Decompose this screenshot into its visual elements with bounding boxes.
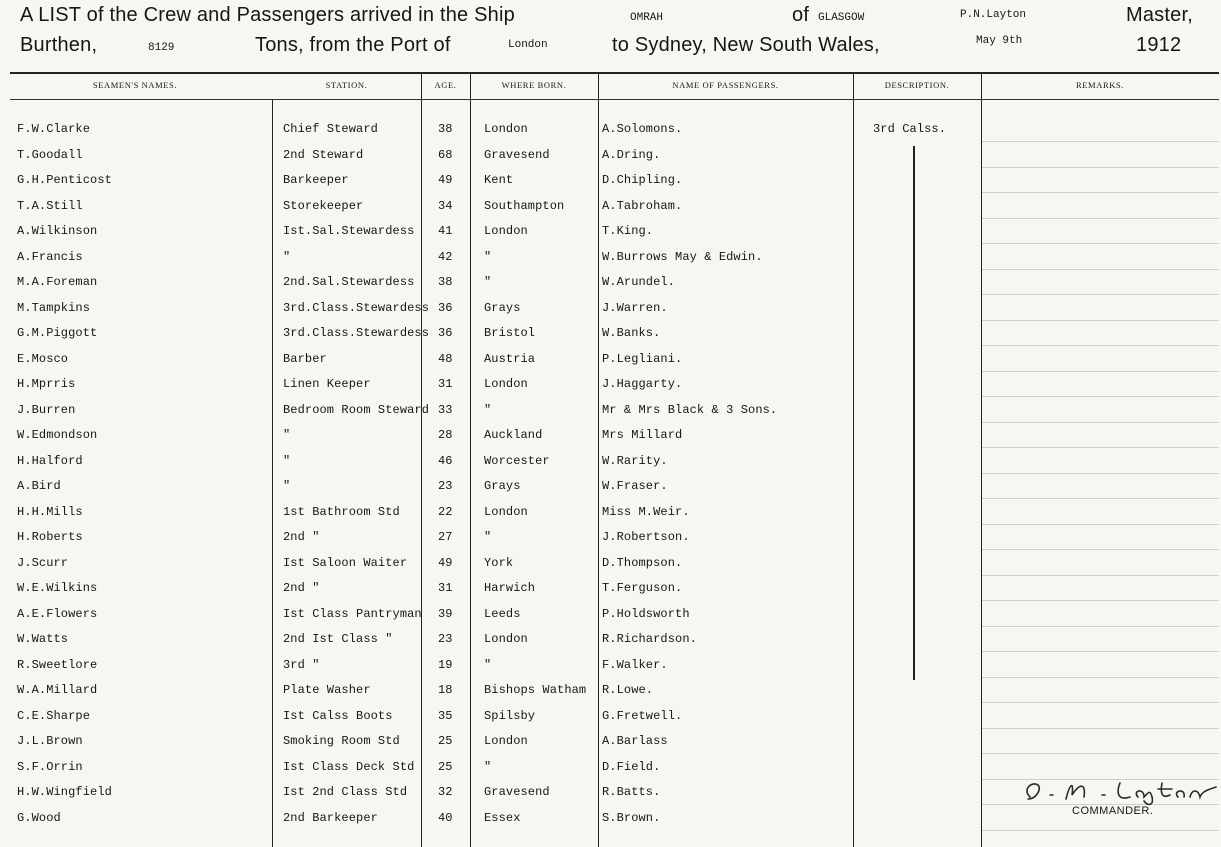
column-header-remarks: REMARKS. [1075,80,1125,90]
passenger-name: W.Rarity. [602,453,668,468]
station-cell: Bedroom Room Steward [283,402,430,417]
seaman-name: A.Bird [17,479,61,493]
station-cell: Storekeeper [283,198,364,213]
seaman-name: E.Mosco [17,351,69,366]
remarks-rule [982,422,1219,423]
table-row [0,454,1221,480]
birthplace-cell: Bristol [484,326,536,340]
station-cell: Ist Calss Boots [283,708,393,723]
seaman-name: S.F.Orrin [17,759,83,774]
seaman-name: J.Scurr [17,555,69,570]
age-cell: 35 [438,708,453,723]
remarks-rule [982,371,1219,372]
station-cell: Barber [283,351,327,366]
passenger-name: A.Solomons. [602,122,683,136]
passenger-name: G.Fretwell. [602,708,683,723]
passenger-name: Mrs Millard [602,428,683,442]
birthplace-cell: York [484,555,514,570]
station-cell: " [283,249,291,264]
header-line-1 [20,4,1213,36]
station-cell: Ist.Sal.Stewardess [283,224,415,238]
birthplace-cell: Spilsby [484,708,536,723]
age-cell: 18 [438,683,453,697]
passenger-name: J.Robertson. [602,530,690,544]
birthplace-cell: Bishops Watham [484,683,587,697]
remarks-rule [982,218,1219,219]
birthplace-cell: Essex [484,810,521,825]
seaman-name: M.Tampkins [17,300,91,315]
seaman-name: H.Roberts [17,530,83,544]
header-line-2 [20,34,1213,66]
age-cell: 38 [438,275,453,289]
remarks-rule [982,549,1219,550]
passenger-name: R.Lowe. [602,683,654,697]
seaman-name: H.H.Mills [17,504,83,519]
birthplace-cell: Kent [484,173,514,187]
birthplace-cell: London [484,377,528,391]
passenger-name: A.Barlass [602,734,668,748]
age-cell: 36 [438,326,453,340]
remarks-rule [982,473,1219,474]
age-cell: 23 [438,479,453,493]
remarks-rule [982,320,1219,321]
table-row [0,250,1221,276]
seaman-name: J.Burren [17,402,76,417]
passenger-name: D.Thompson. [602,555,683,570]
table-row [0,199,1221,225]
remarks-rule [982,396,1219,397]
birthplace-cell: " [484,402,492,417]
age-cell: 28 [438,428,453,442]
age-cell: 46 [438,453,453,468]
passenger-name: D.Chipling. [602,173,683,187]
column-header-station: STATION. [325,80,368,90]
passenger-name: T.King. [602,224,654,238]
remarks-rule [982,294,1219,295]
tons-from-text: Tons, from the Port of [255,34,451,56]
birthplace-cell: " [484,657,492,672]
birthplace-cell: Auckland [484,428,543,442]
remarks-rule [982,830,1219,831]
birthplace-cell: London [484,632,528,646]
table-row [0,428,1221,454]
birthplace-cell: Harwich [484,581,536,595]
remarks-rule [982,192,1219,193]
column-header-seamen: SEAMEN'S NAMES. [92,80,178,90]
age-cell: 25 [438,759,453,774]
passenger-name: W.Banks. [602,326,661,340]
age-cell: 41 [438,224,453,238]
passenger-name: W.Burrows May & Edwin. [602,249,763,264]
passenger-name: D.Field. [602,759,661,774]
station-cell: 3rd.Class.Stewardess [283,300,430,315]
passenger-name: J.Haggarty. [602,377,683,391]
passenger-name: R.Richardson. [602,632,697,646]
table-row [0,148,1221,174]
station-cell: Chief Steward [283,122,378,136]
seaman-name: W.E.Wilkins [17,581,98,595]
remarks-rule [982,651,1219,652]
seaman-name: A.E.Flowers [17,606,98,621]
station-cell: 2nd.Sal.Stewardess [283,275,415,289]
station-cell: 3rd " [283,657,320,672]
table-row [0,530,1221,556]
table-row [0,581,1221,607]
remarks-rule [982,243,1219,244]
from-port: London [508,39,548,51]
station-cell: 2nd " [283,530,320,544]
passenger-name: A.Dring. [602,147,661,162]
header-bottom-rule [10,99,1219,100]
age-cell: 31 [438,581,453,595]
master-label: Master, [1126,4,1193,26]
birthplace-cell: " [484,275,492,289]
age-cell: 23 [438,632,453,646]
passenger-name: Mr & Mrs Black & 3 Sons. [602,402,778,417]
column-header-age: AGE. [434,80,457,90]
station-cell: 2nd Ist Class " [283,632,393,646]
age-cell: 49 [438,173,453,187]
remarks-rule [982,753,1219,754]
passenger-name: S.Brown. [602,810,661,825]
seaman-name: W.Edmondson [17,428,98,442]
birthplace-cell: Grays [484,479,521,493]
age-cell: 34 [438,198,453,213]
seaman-name: H.W.Wingfield [17,785,112,799]
seaman-name: H.Halford [17,453,83,468]
age-cell: 48 [438,351,453,366]
table-row [0,479,1221,505]
passenger-name: F.Walker. [602,657,668,672]
birthplace-cell: " [484,249,492,264]
birthplace-cell: London [484,122,528,136]
age-cell: 27 [438,530,453,544]
table-row [0,505,1221,531]
station-cell: Ist Class Pantryman [283,606,422,621]
description-cell: 3rd Calss. [873,122,947,136]
remarks-rule [982,702,1219,703]
age-cell: 38 [438,122,453,136]
remarks-rule [982,575,1219,576]
arrival-date: May 9th [976,35,1023,47]
seaman-name: G.Wood [17,810,61,825]
birthplace-cell: Grays [484,300,521,315]
remarks-rule [982,626,1219,627]
age-cell: 19 [438,657,453,672]
station-cell: 1st Bathroom Std [283,504,400,519]
column-header-passengers: NAME OF PASSENGERS. [672,80,779,90]
remarks-rule [982,447,1219,448]
table-row [0,607,1221,633]
table-row [0,556,1221,582]
seaman-name: G.H.Penticost [17,173,112,187]
age-cell: 33 [438,402,453,417]
seaman-name: G.M.Piggott [17,326,98,340]
age-cell: 22 [438,504,453,519]
remarks-rule [982,269,1219,270]
birthplace-cell: " [484,530,492,544]
header-lead-text: A LIST of the Crew and Passengers arrived in the Ship [20,4,515,26]
station-cell: Ist Saloon Waiter [283,555,408,570]
master-name: P.N.Layton [960,9,1027,21]
remarks-rule [982,498,1219,499]
seaman-name: H.Mprris [17,377,76,391]
passenger-name: W.Arundel. [602,275,676,289]
passenger-name: W.Fraser. [602,479,668,493]
seaman-name: W.A.Millard [17,683,98,697]
seaman-name: A.Francis [17,249,83,264]
passenger-name: R.Batts. [602,785,661,799]
table-row [0,632,1221,658]
remarks-rule [982,345,1219,346]
station-cell: Linen Keeper [283,377,371,391]
header-of-text: of [792,4,810,26]
station-cell: Plate Washer [283,683,371,697]
birthplace-cell: Leeds [484,606,521,621]
burthen-label: Burthen, [20,34,98,56]
station-cell: Smoking Room Std [283,734,400,748]
age-cell: 49 [438,555,453,570]
birthplace-cell: Gravesend [484,785,550,799]
passenger-name: T.Ferguson. [602,581,683,595]
station-cell: Ist 2nd Class Std [283,785,408,799]
table-row [0,301,1221,327]
seaman-name: C.E.Sharpe [17,708,91,723]
destination-text: to Sydney, New South Wales, [612,34,880,56]
table-row [0,173,1221,199]
table-row [0,811,1221,837]
seaman-name: T.Goodall [17,147,83,162]
age-cell: 42 [438,249,453,264]
signature-image [1020,775,1220,809]
age-cell: 39 [438,606,453,621]
passenger-name: P.Holdsworth [602,606,690,621]
table-row [0,683,1221,709]
arrival-year: 1912 [1136,34,1182,56]
ship-name: OMRAH [630,12,664,24]
station-cell: Ist Class Deck Std [283,759,415,774]
birthplace-cell: Austria [484,351,536,366]
port-of-registry: GLASGOW [818,12,865,24]
table-row [0,122,1221,148]
table-row [0,734,1221,760]
table-row [0,403,1221,429]
age-cell: 31 [438,377,453,391]
seaman-name: M.A.Foreman [17,275,98,289]
table-row [0,658,1221,684]
station-cell: " [283,479,291,493]
table-row [0,377,1221,403]
commander-title: COMMANDER. [1072,805,1154,817]
remarks-rule [982,728,1219,729]
age-cell: 68 [438,147,453,162]
remarks-rule [982,524,1219,525]
age-cell: 32 [438,785,453,799]
station-cell: " [283,428,291,442]
column-header-born: WHERE BORN. [501,80,567,90]
birthplace-cell: London [484,224,528,238]
seaman-name: R.Sweetlore [17,657,98,672]
birthplace-cell: London [484,504,528,519]
passenger-name: A.Tabroham. [602,198,683,213]
remarks-rule [982,677,1219,678]
station-cell: 2nd Steward [283,147,364,162]
station-cell: 2nd " [283,581,320,595]
birthplace-cell: Gravesend [484,147,550,162]
remarks-rule [982,167,1219,168]
station-cell: Barkeeper [283,173,349,187]
age-cell: 25 [438,734,453,748]
table-row [0,326,1221,352]
remarks-rule [982,600,1219,601]
passenger-name: P.Legliani. [602,351,683,366]
column-header-description: DESCRIPTION. [884,80,950,90]
seaman-name: F.W.Clarke [17,122,91,136]
seaman-name: J.L.Brown [17,734,83,748]
seaman-name: A.Wilkinson [17,224,98,238]
age-cell: 40 [438,810,453,825]
table-row [0,352,1221,378]
passenger-name: Miss M.Weir. [602,504,690,519]
table-row [0,224,1221,250]
birthplace-cell: Worcester [484,453,550,468]
age-cell: 36 [438,300,453,315]
station-cell: 3rd.Class.Stewardess [283,326,430,340]
birthplace-cell: Southampton [484,198,565,213]
table-row [0,275,1221,301]
description-ditto-line [913,146,915,680]
station-cell: " [283,453,291,468]
birthplace-cell: London [484,734,528,748]
birthplace-cell: " [484,759,492,774]
passenger-name: J.Warren. [602,300,668,315]
seaman-name: W.Watts [17,632,69,646]
seaman-name: T.A.Still [17,198,83,213]
burthen-tons: 8129 [148,42,175,54]
station-cell: 2nd Barkeeper [283,810,378,825]
remarks-rule [982,141,1219,142]
table-row [0,709,1221,735]
top-rule [10,72,1219,74]
